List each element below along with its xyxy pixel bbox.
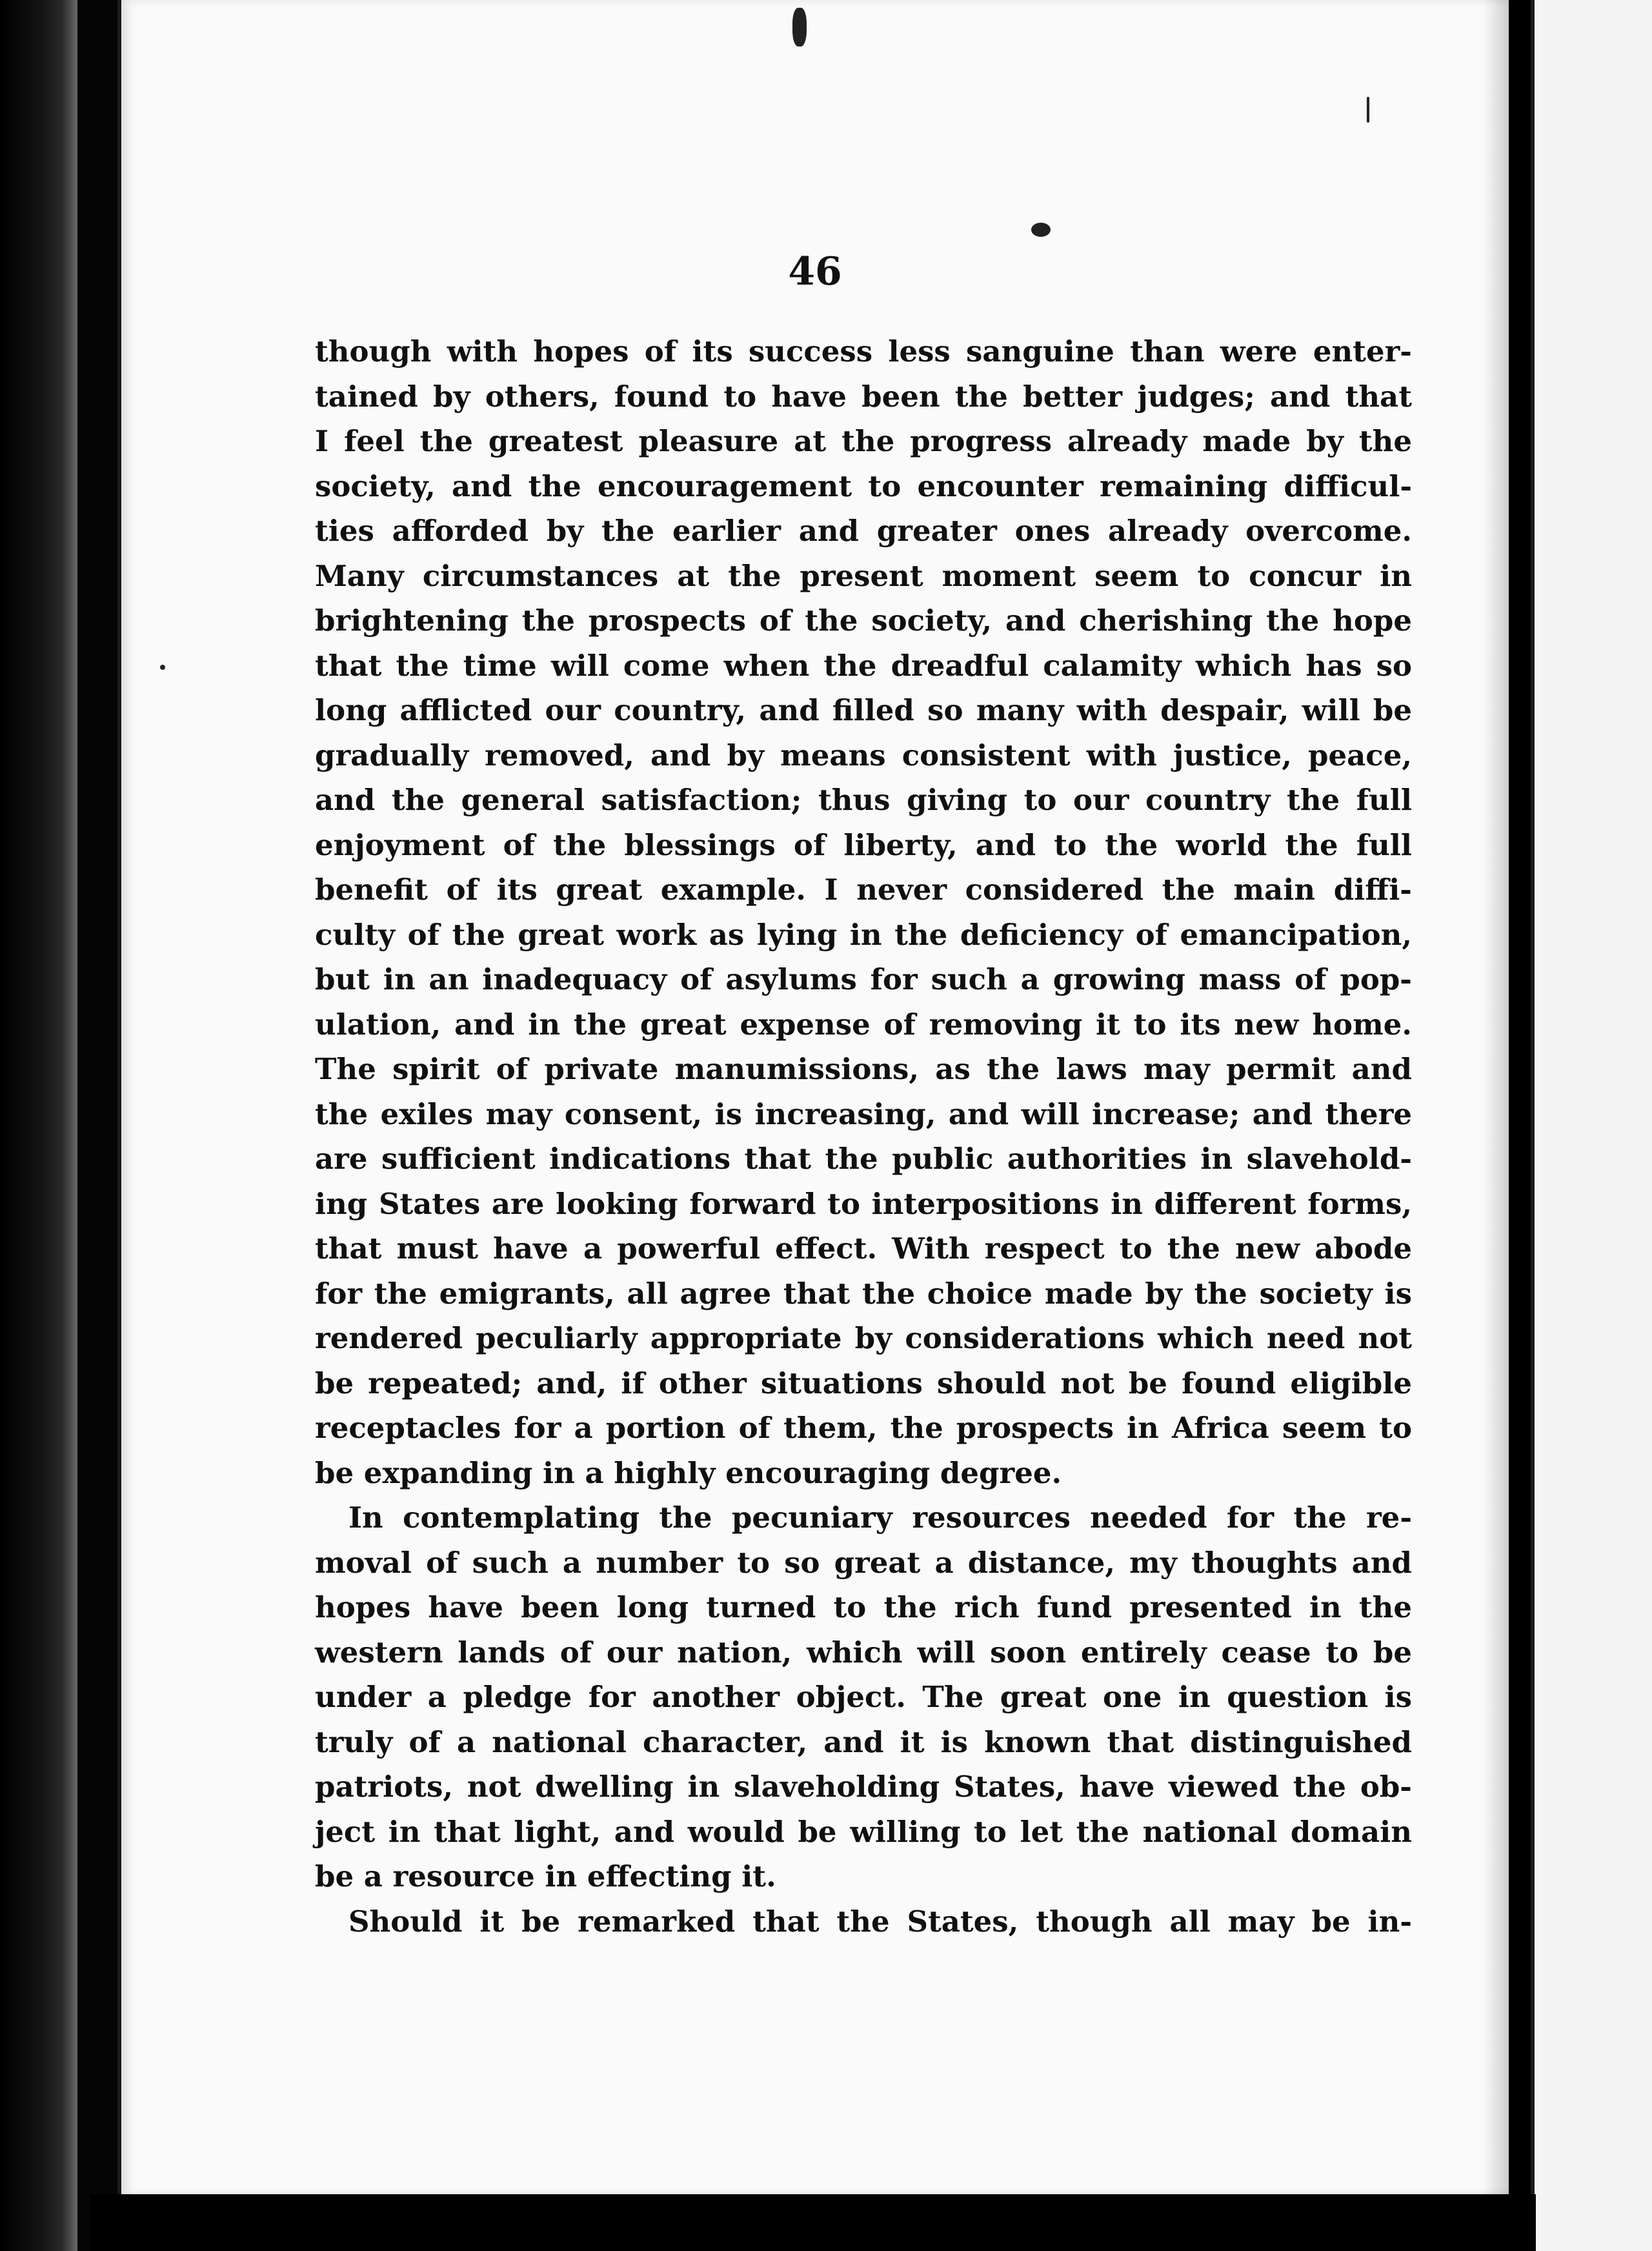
text-line: that must have a powerful effect. With respect to the new abode — [315, 1231, 1412, 1266]
text-line: and the general satisfaction; thus giving to our country the full — [315, 783, 1412, 817]
body-text — [315, 329, 1412, 1944]
text-line: brightening the prospects of the society, and cherishing the hope — [315, 603, 1412, 638]
scan-speck — [792, 8, 807, 46]
text-line: The spirit of private manumissions, as the laws may permit and — [315, 1052, 1412, 1086]
text-line: though with hopes of its success less sanguine than were enter- — [315, 334, 1412, 368]
text-line: society, and the encouragement to encounter remaining difficul- — [315, 469, 1412, 503]
text-line: under a pledge for another object. The great one in question is — [315, 1680, 1412, 1714]
text-line: enjoyment of the blessings of liberty, and to the world the full — [315, 827, 1412, 862]
text-line: benefit of its great example. I never considered the main diffi- — [315, 873, 1412, 907]
text-line: culty of the great work as lying in the deficiency of emancipation, — [315, 917, 1412, 952]
text-line: moval of such a number to so great a distance, my thoughts and — [315, 1545, 1412, 1580]
page-gutter — [1505, 0, 1531, 2251]
text-line: Many circumstances at the present moment seem to concur in — [315, 558, 1412, 593]
scan-speck — [1367, 97, 1369, 123]
text-line: but in an inadequacy of asylums for such a growing mass of pop- — [315, 962, 1412, 996]
text-line: ing States are looking forward to interpositions in different forms, — [315, 1186, 1412, 1221]
text-line: ties afforded by the earlier and greater ones already overcome. — [315, 514, 1412, 548]
text-line: long afflicted our country, and filled so many with despair, will be — [315, 693, 1412, 727]
paragraph-start-line: Should it be remarked that the States, though all may be in- — [348, 1904, 1412, 1939]
text-line: are sufficient indications that the public authorities in slavehold- — [315, 1142, 1412, 1176]
text-line: gradually removed, and by means consistent with justice, peace, — [315, 738, 1412, 772]
text-line: for the emigrants, all agree that the choice made by the society is — [315, 1276, 1412, 1311]
text-line: ject in that light, and would be willing to let the national domain — [315, 1814, 1412, 1849]
text-line: tained by others, found to have been the better judges; and that — [315, 379, 1412, 414]
text-line: the exiles may consent, is increasing, and will increase; and there — [315, 1096, 1412, 1131]
adjacent-page-edge — [1531, 0, 1652, 2251]
text-line: receptacles for a portion of them, the prospects in Africa seem to — [315, 1411, 1412, 1445]
scan-speck — [1031, 223, 1051, 237]
text-line: western lands of our nation, which will soon entirely cease to be — [315, 1635, 1412, 1670]
text-line: ulation, and in the great expense of removing it to its new home. — [315, 1007, 1412, 1042]
paragraph-start-line: In contemplating the pecuniary resources needed for the re- — [348, 1500, 1412, 1535]
book-page — [117, 0, 1509, 2194]
text-line: I feel the greatest pleasure at the progress already made by the — [315, 424, 1412, 458]
scan-speck — [160, 665, 165, 670]
text-line: be repeated; and, if other situations should not be found eligible — [315, 1366, 1412, 1400]
page-shadow — [1483, 0, 1509, 2194]
book-spine-edge — [0, 0, 77, 2251]
paragraph-end-line: be expanding in a highly encouraging degree. — [315, 1455, 1062, 1490]
paragraph-end-line: be a resource in effecting it. — [315, 1859, 776, 1893]
text-line: rendered peculiarly appropriate by considerations which need not — [315, 1321, 1412, 1355]
text-line: patriots, not dwelling in slaveholding States, have viewed the ob- — [315, 1770, 1412, 1804]
scan-bottom-edge — [90, 2194, 1536, 2251]
page-number: 46 — [788, 249, 842, 294]
text-line: that the time will come when the dreadful calamity which has so — [315, 648, 1412, 683]
text-line: truly of a national character, and it is known that distinguished — [315, 1724, 1412, 1759]
text-line: hopes have been long turned to the rich fund presented in the — [315, 1590, 1412, 1624]
